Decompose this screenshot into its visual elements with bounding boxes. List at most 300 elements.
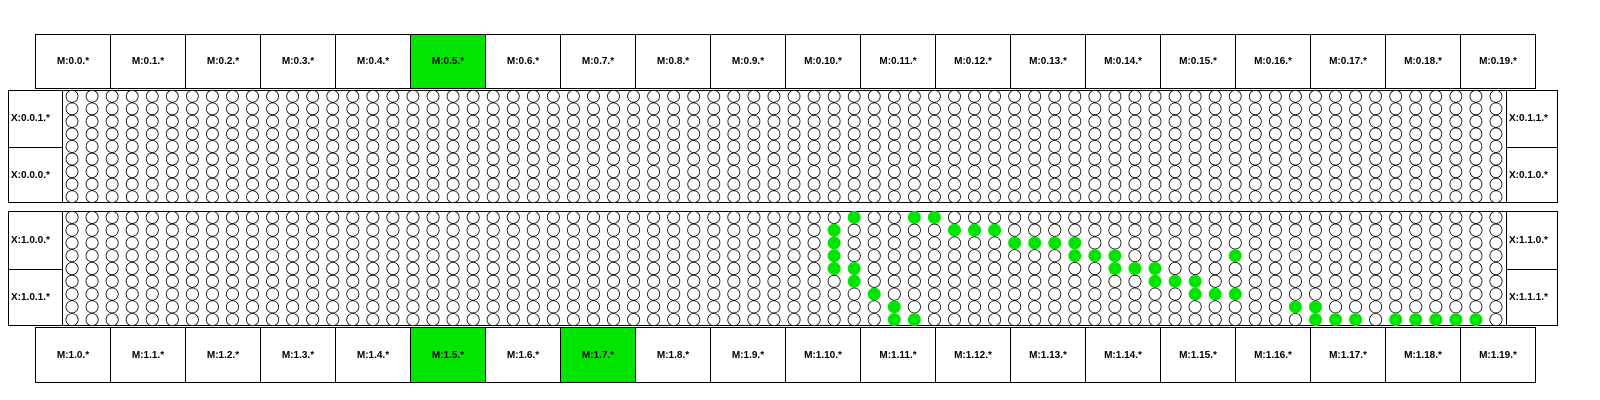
cell xyxy=(467,103,479,115)
cell xyxy=(1390,224,1402,236)
cell xyxy=(307,275,319,287)
cell xyxy=(226,224,238,236)
cell xyxy=(106,115,118,127)
top-label-15: M:0.15.* xyxy=(1160,34,1236,89)
cell xyxy=(367,262,379,274)
cell xyxy=(688,153,700,165)
row-label-left-0-0: X:0.0.1.* xyxy=(11,113,50,124)
cell xyxy=(106,166,118,178)
cell xyxy=(1490,224,1502,236)
cell xyxy=(608,103,620,115)
cell xyxy=(969,128,981,140)
cell xyxy=(86,250,98,262)
cell xyxy=(487,314,499,326)
cell xyxy=(527,115,539,127)
cell xyxy=(768,103,780,115)
cell xyxy=(688,275,700,287)
cell xyxy=(106,153,118,165)
cell xyxy=(1289,237,1301,249)
cell xyxy=(648,128,660,140)
cell xyxy=(367,314,379,326)
cell xyxy=(828,103,840,115)
cell xyxy=(206,191,218,203)
cell xyxy=(307,262,319,274)
cell xyxy=(126,191,138,203)
cell xyxy=(969,103,981,115)
cell xyxy=(1169,153,1181,165)
cell xyxy=(1109,90,1121,102)
cell xyxy=(628,128,640,140)
cell xyxy=(948,115,960,127)
cell xyxy=(1149,250,1161,262)
cell xyxy=(246,314,258,326)
cell xyxy=(327,211,339,223)
cell xyxy=(1349,224,1361,236)
cell xyxy=(66,166,78,178)
cell xyxy=(628,178,640,190)
cell xyxy=(628,141,640,153)
cell xyxy=(267,90,279,102)
cell xyxy=(106,128,118,140)
cell xyxy=(327,191,339,203)
cell xyxy=(1209,211,1221,223)
cell xyxy=(607,314,619,326)
cell xyxy=(688,262,700,274)
cell xyxy=(668,224,680,236)
cell xyxy=(1249,250,1261,262)
cell xyxy=(828,288,840,300)
cell xyxy=(186,90,198,102)
cell xyxy=(1390,237,1402,249)
cell xyxy=(1029,224,1041,236)
cell xyxy=(908,128,920,140)
cell xyxy=(487,153,499,165)
cell xyxy=(487,191,499,203)
cell xyxy=(1069,262,1081,274)
cell xyxy=(788,103,800,115)
cell xyxy=(347,211,359,223)
cell xyxy=(888,153,900,165)
cell xyxy=(1470,178,1482,190)
cell xyxy=(1009,288,1021,300)
cell xyxy=(1330,153,1342,165)
cell xyxy=(347,166,359,178)
cell xyxy=(788,288,800,300)
cell xyxy=(1370,128,1382,140)
cell xyxy=(527,314,539,326)
cell xyxy=(1370,288,1382,300)
cell xyxy=(106,288,118,300)
active-cell xyxy=(1049,237,1061,249)
cell xyxy=(948,262,960,274)
cell xyxy=(166,166,178,178)
cell xyxy=(1309,103,1321,115)
cell xyxy=(186,237,198,249)
cell xyxy=(1329,224,1341,236)
cell xyxy=(1029,288,1041,300)
cell xyxy=(628,191,640,203)
cell xyxy=(1249,301,1261,313)
cell xyxy=(607,211,619,223)
cell xyxy=(307,224,319,236)
cell xyxy=(1209,314,1221,326)
cell xyxy=(1309,224,1321,236)
cell xyxy=(1069,178,1081,190)
cell xyxy=(808,90,820,102)
cell xyxy=(768,211,780,223)
cell xyxy=(788,262,800,274)
cell xyxy=(246,301,258,313)
cell xyxy=(768,250,780,262)
cell xyxy=(1169,301,1181,313)
active-cell xyxy=(968,224,980,236)
cell xyxy=(1029,141,1041,153)
cell xyxy=(1229,237,1241,249)
cell xyxy=(146,141,158,153)
cell xyxy=(427,211,439,223)
cell xyxy=(66,301,78,313)
cell xyxy=(1450,288,1462,300)
cell xyxy=(1470,153,1482,165)
cell xyxy=(106,301,118,313)
cell xyxy=(407,237,419,249)
top-label-7: M:0.7.* xyxy=(560,34,636,89)
cell xyxy=(567,166,579,178)
active-cell xyxy=(1189,275,1201,287)
cell xyxy=(607,262,619,274)
cell xyxy=(1009,262,1021,274)
cell xyxy=(287,250,299,262)
cell xyxy=(1410,275,1422,287)
cell xyxy=(668,301,680,313)
cell xyxy=(828,166,840,178)
cell xyxy=(1129,275,1141,287)
cell xyxy=(567,237,579,249)
cell xyxy=(1169,115,1181,127)
cell xyxy=(1390,262,1402,274)
cell xyxy=(1289,153,1301,165)
cell xyxy=(708,237,720,249)
cell xyxy=(1349,211,1361,223)
cell xyxy=(327,224,339,236)
cell xyxy=(1470,301,1482,313)
active-cell xyxy=(908,211,920,223)
cell xyxy=(547,288,559,300)
cell xyxy=(788,275,800,287)
top-label-3: M:0.3.* xyxy=(260,34,336,89)
cell xyxy=(1089,90,1101,102)
cell xyxy=(367,191,379,203)
cell xyxy=(788,314,800,326)
cell xyxy=(1309,237,1321,249)
cell xyxy=(186,250,198,262)
cell xyxy=(367,237,379,249)
cell xyxy=(547,178,559,190)
cell xyxy=(768,166,780,178)
cell xyxy=(587,141,599,153)
bottom-label-14: M:1.14.* xyxy=(1085,327,1161,383)
cell xyxy=(387,275,399,287)
bottom-label-1: M:1.1.* xyxy=(110,327,186,383)
cell xyxy=(587,275,599,287)
cell xyxy=(1089,103,1101,115)
cell xyxy=(327,250,339,262)
active-cell xyxy=(1109,250,1121,262)
cell xyxy=(1109,115,1121,127)
cell xyxy=(1430,153,1442,165)
cell xyxy=(688,250,700,262)
cell xyxy=(1430,262,1442,274)
cell xyxy=(287,288,299,300)
cell xyxy=(1089,153,1101,165)
cell xyxy=(1089,128,1101,140)
cell xyxy=(387,153,399,165)
cell xyxy=(1189,153,1201,165)
cell xyxy=(387,224,399,236)
cell xyxy=(1309,211,1321,223)
cell xyxy=(768,288,780,300)
cell xyxy=(1069,103,1081,115)
cell xyxy=(948,314,960,326)
cell xyxy=(427,314,439,326)
cell xyxy=(487,115,499,127)
cell xyxy=(928,141,940,153)
cell xyxy=(607,288,619,300)
cell xyxy=(708,262,720,274)
cell xyxy=(427,275,439,287)
top-label-11: M:0.11.* xyxy=(860,34,936,89)
cell xyxy=(86,262,98,274)
cell xyxy=(1289,275,1301,287)
cell xyxy=(567,275,579,287)
cell xyxy=(1289,191,1301,203)
cell xyxy=(126,153,138,165)
cell xyxy=(367,103,379,115)
cell xyxy=(1209,141,1221,153)
cell xyxy=(1430,128,1442,140)
cell xyxy=(186,128,198,140)
cell xyxy=(527,153,539,165)
cell xyxy=(1390,191,1402,203)
cell xyxy=(1470,191,1482,203)
cell xyxy=(888,141,900,153)
cell xyxy=(1349,288,1361,300)
cell xyxy=(1229,211,1241,223)
cell xyxy=(1350,128,1362,140)
cell xyxy=(206,166,218,178)
cell xyxy=(86,115,98,127)
cell xyxy=(267,153,279,165)
cell xyxy=(347,250,359,262)
cell xyxy=(728,153,740,165)
cell xyxy=(928,153,940,165)
cell xyxy=(1009,90,1021,102)
cell xyxy=(1029,103,1041,115)
cell xyxy=(1209,103,1221,115)
cell xyxy=(347,237,359,249)
cell xyxy=(126,288,138,300)
cell xyxy=(1410,115,1422,127)
cell xyxy=(648,103,660,115)
cell xyxy=(1109,288,1121,300)
cell xyxy=(1450,153,1462,165)
cell xyxy=(788,115,800,127)
cell xyxy=(1470,224,1482,236)
cell xyxy=(266,237,278,249)
cell xyxy=(1450,301,1462,313)
cell xyxy=(287,314,299,326)
cell xyxy=(347,128,359,140)
cell xyxy=(407,314,419,326)
cell xyxy=(808,314,820,326)
cell xyxy=(848,103,860,115)
cell xyxy=(387,301,399,313)
cell xyxy=(1410,301,1422,313)
cell xyxy=(66,115,78,127)
cell xyxy=(247,191,259,203)
cell xyxy=(1029,191,1041,203)
cell xyxy=(347,141,359,153)
cell xyxy=(467,90,479,102)
cell xyxy=(467,211,479,223)
cell xyxy=(1370,224,1382,236)
cell xyxy=(748,237,760,249)
cell xyxy=(1109,103,1121,115)
cell xyxy=(688,128,700,140)
cell xyxy=(407,224,419,236)
cell xyxy=(1490,115,1502,127)
bottom-label-9: M:1.9.* xyxy=(710,327,786,383)
cell xyxy=(1390,128,1402,140)
cell xyxy=(287,301,299,313)
cell xyxy=(166,90,178,102)
cell xyxy=(186,262,198,274)
cell xyxy=(648,250,660,262)
cell xyxy=(567,90,579,102)
cell xyxy=(206,90,218,102)
cell xyxy=(728,301,740,313)
cell xyxy=(728,224,740,236)
cell xyxy=(186,211,198,223)
active-cell xyxy=(1470,314,1482,326)
cell xyxy=(948,178,960,190)
cell xyxy=(66,224,78,236)
cell xyxy=(908,191,920,203)
cell xyxy=(888,166,900,178)
cell xyxy=(427,262,439,274)
cell xyxy=(527,166,539,178)
cell xyxy=(1149,191,1161,203)
cell xyxy=(587,103,599,115)
cell xyxy=(307,237,319,249)
active-cell xyxy=(1109,262,1121,274)
cell xyxy=(266,301,278,313)
cell xyxy=(587,211,599,223)
cell xyxy=(948,211,960,223)
cell xyxy=(848,178,860,190)
cell xyxy=(928,275,940,287)
cell xyxy=(1470,103,1482,115)
cell xyxy=(587,178,599,190)
cell xyxy=(1370,166,1382,178)
cell xyxy=(186,115,198,127)
cell xyxy=(327,262,339,274)
cell xyxy=(1169,288,1181,300)
cell xyxy=(1470,128,1482,140)
cell xyxy=(608,166,620,178)
cell xyxy=(1009,178,1021,190)
cell xyxy=(808,288,820,300)
cell xyxy=(206,237,218,249)
cell xyxy=(1289,115,1301,127)
cell xyxy=(1169,314,1181,326)
cell xyxy=(1129,250,1141,262)
cell xyxy=(1109,237,1121,249)
cell xyxy=(808,275,820,287)
cell xyxy=(968,288,980,300)
cell xyxy=(1309,153,1321,165)
cell xyxy=(688,166,700,178)
top-label-17: M:0.17.* xyxy=(1310,34,1386,89)
cell xyxy=(1249,166,1261,178)
cell xyxy=(648,191,660,203)
cell xyxy=(1029,153,1041,165)
cell xyxy=(567,103,579,115)
cell xyxy=(708,211,720,223)
cell xyxy=(1129,128,1141,140)
cell xyxy=(146,191,158,203)
cell xyxy=(427,191,439,203)
cell xyxy=(768,262,780,274)
cell xyxy=(266,262,278,274)
cell xyxy=(407,211,419,223)
cell xyxy=(166,224,178,236)
cell xyxy=(1109,211,1121,223)
cell xyxy=(467,115,479,127)
cell xyxy=(1269,275,1281,287)
cell xyxy=(888,191,900,203)
cell xyxy=(126,250,138,262)
active-cell xyxy=(948,224,960,236)
cell xyxy=(1229,153,1241,165)
cell xyxy=(668,275,680,287)
cell xyxy=(347,90,359,102)
active-cell xyxy=(1089,250,1101,262)
cell xyxy=(226,314,238,326)
cell xyxy=(347,288,359,300)
cell xyxy=(547,128,559,140)
cell xyxy=(547,314,559,326)
cell xyxy=(1069,211,1081,223)
cell xyxy=(126,103,138,115)
cell xyxy=(888,250,900,262)
row-label-right-1-0: X:1.1.0.* xyxy=(1509,234,1548,246)
bottom-label-12: M:1.12.* xyxy=(935,327,1011,383)
cell xyxy=(748,314,760,326)
cell xyxy=(1450,275,1462,287)
cell xyxy=(989,166,1001,178)
cell xyxy=(1390,178,1402,190)
cell xyxy=(1289,103,1301,115)
cell xyxy=(1350,153,1362,165)
cell xyxy=(1490,301,1502,313)
cell xyxy=(1069,153,1081,165)
cell xyxy=(1269,166,1281,178)
active-cell xyxy=(1189,288,1201,300)
cell xyxy=(628,103,640,115)
cell xyxy=(126,166,138,178)
cell xyxy=(507,288,519,300)
